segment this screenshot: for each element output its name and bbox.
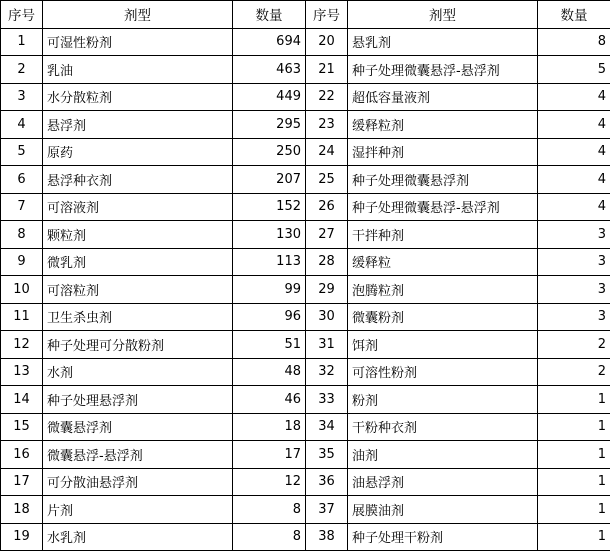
cell-formulation-left: 原药: [43, 138, 233, 166]
cell-formulation-right: 种子处理微囊悬浮-悬浮剂: [348, 193, 538, 221]
cell-quantity-right: 5: [538, 56, 610, 84]
cell-index-right: 28: [306, 248, 348, 276]
cell-index-left: 7: [1, 193, 43, 221]
cell-formulation-left: 可湿性粉剂: [43, 28, 233, 56]
cell-quantity-left: 12: [233, 468, 306, 496]
cell-quantity-right: 4: [538, 83, 610, 111]
cell-quantity-left: 18: [233, 413, 306, 441]
cell-formulation-right: 展膜油剂: [348, 496, 538, 524]
column-header-quantity-left: 数量: [233, 1, 306, 29]
cell-index-right: 37: [306, 496, 348, 524]
cell-index-left: 4: [1, 111, 43, 139]
cell-formulation-left: 乳油: [43, 56, 233, 84]
cell-index-right: 35: [306, 441, 348, 469]
cell-formulation-left: 可分散油悬浮剂: [43, 468, 233, 496]
cell-index-right: 26: [306, 193, 348, 221]
cell-quantity-left: 17: [233, 441, 306, 469]
cell-quantity-left: 250: [233, 138, 306, 166]
column-header-quantity-right: 数量: [538, 1, 610, 29]
column-header-formulation-left: 剂型: [43, 1, 233, 29]
cell-formulation-left: 水剂: [43, 358, 233, 386]
cell-quantity-right: 4: [538, 193, 610, 221]
cell-index-right: 22: [306, 83, 348, 111]
cell-formulation-right: 饵剂: [348, 331, 538, 359]
cell-index-left: 15: [1, 413, 43, 441]
cell-quantity-left: 99: [233, 276, 306, 304]
table-row: [1, 386, 610, 414]
table-row: [1, 276, 610, 304]
cell-formulation-left: 卫生杀虫剂: [43, 303, 233, 331]
cell-quantity-right: 3: [538, 248, 610, 276]
cell-index-right: 31: [306, 331, 348, 359]
cell-formulation-right: 可溶性粉剂: [348, 358, 538, 386]
cell-formulation-right: 缓释粒剂: [348, 111, 538, 139]
cell-index-left: 14: [1, 386, 43, 414]
table-row: [1, 166, 610, 194]
cell-index-right: 33: [306, 386, 348, 414]
cell-index-right: 27: [306, 221, 348, 249]
cell-quantity-left: 48: [233, 358, 306, 386]
cell-index-left: 11: [1, 303, 43, 331]
table-row: [1, 83, 610, 111]
cell-index-left: 3: [1, 83, 43, 111]
cell-index-right: 21: [306, 56, 348, 84]
cell-formulation-left: 种子处理可分散粉剂: [43, 331, 233, 359]
cell-quantity-right: 4: [538, 166, 610, 194]
cell-index-right: 20: [306, 28, 348, 56]
cell-quantity-right: 3: [538, 303, 610, 331]
cell-formulation-right: 干拌种剂: [348, 221, 538, 249]
cell-index-left: 17: [1, 468, 43, 496]
cell-index-right: 32: [306, 358, 348, 386]
cell-quantity-left: 463: [233, 56, 306, 84]
cell-formulation-left: 水分散粒剂: [43, 83, 233, 111]
cell-index-left: 9: [1, 248, 43, 276]
cell-formulation-right: 油剂: [348, 441, 538, 469]
cell-quantity-left: 8: [233, 496, 306, 524]
column-header-formulation-right: 剂型: [348, 1, 538, 29]
cell-quantity-left: 130: [233, 221, 306, 249]
table-row: [1, 413, 610, 441]
cell-quantity-right: 1: [538, 386, 610, 414]
cell-formulation-right: 种子处理微囊悬浮剂: [348, 166, 538, 194]
table-row: [1, 303, 610, 331]
table-row: [1, 523, 610, 551]
cell-index-left: 8: [1, 221, 43, 249]
cell-formulation-left: 悬浮剂: [43, 111, 233, 139]
cell-quantity-right: 3: [538, 221, 610, 249]
cell-quantity-left: 449: [233, 83, 306, 111]
cell-quantity-right: 1: [538, 441, 610, 469]
cell-index-right: 23: [306, 111, 348, 139]
cell-quantity-right: 4: [538, 138, 610, 166]
cell-formulation-left: 颗粒剂: [43, 221, 233, 249]
table-row: [1, 496, 610, 524]
table-row: [1, 28, 610, 56]
cell-quantity-right: 1: [538, 468, 610, 496]
cell-index-right: 25: [306, 166, 348, 194]
column-header-index-right: 序号: [306, 1, 348, 29]
table-row: [1, 331, 610, 359]
cell-index-left: 5: [1, 138, 43, 166]
cell-index-left: 2: [1, 56, 43, 84]
cell-formulation-right: 干粉种衣剂: [348, 413, 538, 441]
cell-formulation-left: 微囊悬浮-悬浮剂: [43, 441, 233, 469]
cell-index-right: 30: [306, 303, 348, 331]
table-row: [1, 193, 610, 221]
cell-quantity-right: 4: [538, 111, 610, 139]
cell-index-left: 18: [1, 496, 43, 524]
cell-quantity-left: 207: [233, 166, 306, 194]
cell-quantity-left: 694: [233, 28, 306, 56]
cell-formulation-left: 悬浮种衣剂: [43, 166, 233, 194]
cell-formulation-right: 微囊粉剂: [348, 303, 538, 331]
cell-quantity-left: 295: [233, 111, 306, 139]
cell-formulation-right: 粉剂: [348, 386, 538, 414]
column-header-index-left: 序号: [1, 1, 43, 29]
cell-index-right: 24: [306, 138, 348, 166]
cell-quantity-right: 2: [538, 331, 610, 359]
cell-quantity-right: 8: [538, 28, 610, 56]
cell-index-left: 1: [1, 28, 43, 56]
cell-quantity-left: 46: [233, 386, 306, 414]
cell-quantity-left: 96: [233, 303, 306, 331]
cell-index-left: 10: [1, 276, 43, 304]
cell-quantity-right: 1: [538, 496, 610, 524]
cell-quantity-right: 2: [538, 358, 610, 386]
cell-formulation-right: 缓释粒: [348, 248, 538, 276]
cell-quantity-left: 8: [233, 523, 306, 551]
cell-formulation-left: 微囊悬浮剂: [43, 413, 233, 441]
table-row: [1, 221, 610, 249]
cell-quantity-left: 152: [233, 193, 306, 221]
cell-formulation-left: 可溶液剂: [43, 193, 233, 221]
cell-formulation-right: 湿拌种剂: [348, 138, 538, 166]
cell-quantity-right: 1: [538, 413, 610, 441]
cell-formulation-right: 超低容量液剂: [348, 83, 538, 111]
table-header-row: [1, 1, 610, 29]
cell-formulation-right: 悬乳剂: [348, 28, 538, 56]
cell-index-right: 34: [306, 413, 348, 441]
table-body: [1, 28, 610, 551]
cell-index-right: 36: [306, 468, 348, 496]
cell-index-left: 6: [1, 166, 43, 194]
cell-formulation-right: 种子处理微囊悬浮-悬浮剂: [348, 56, 538, 84]
table-row: [1, 138, 610, 166]
table-row: [1, 111, 610, 139]
table-row: [1, 441, 610, 469]
cell-formulation-left: 片剂: [43, 496, 233, 524]
cell-quantity-right: 1: [538, 523, 610, 551]
cell-index-right: 38: [306, 523, 348, 551]
cell-index-right: 29: [306, 276, 348, 304]
cell-formulation-left: 种子处理悬浮剂: [43, 386, 233, 414]
cell-quantity-left: 51: [233, 331, 306, 359]
cell-formulation-right: 种子处理干粉剂: [348, 523, 538, 551]
table-row: [1, 248, 610, 276]
cell-index-left: 19: [1, 523, 43, 551]
table-row: [1, 468, 610, 496]
cell-quantity-left: 113: [233, 248, 306, 276]
cell-formulation-right: 油悬浮剂: [348, 468, 538, 496]
cell-quantity-right: 3: [538, 276, 610, 304]
cell-formulation-left: 微乳剂: [43, 248, 233, 276]
cell-formulation-left: 可溶粒剂: [43, 276, 233, 304]
table-row: [1, 358, 610, 386]
cell-formulation-left: 水乳剂: [43, 523, 233, 551]
cell-index-left: 13: [1, 358, 43, 386]
cell-formulation-right: 泡腾粒剂: [348, 276, 538, 304]
cell-index-left: 16: [1, 441, 43, 469]
table-row: [1, 56, 610, 84]
cell-index-left: 12: [1, 331, 43, 359]
